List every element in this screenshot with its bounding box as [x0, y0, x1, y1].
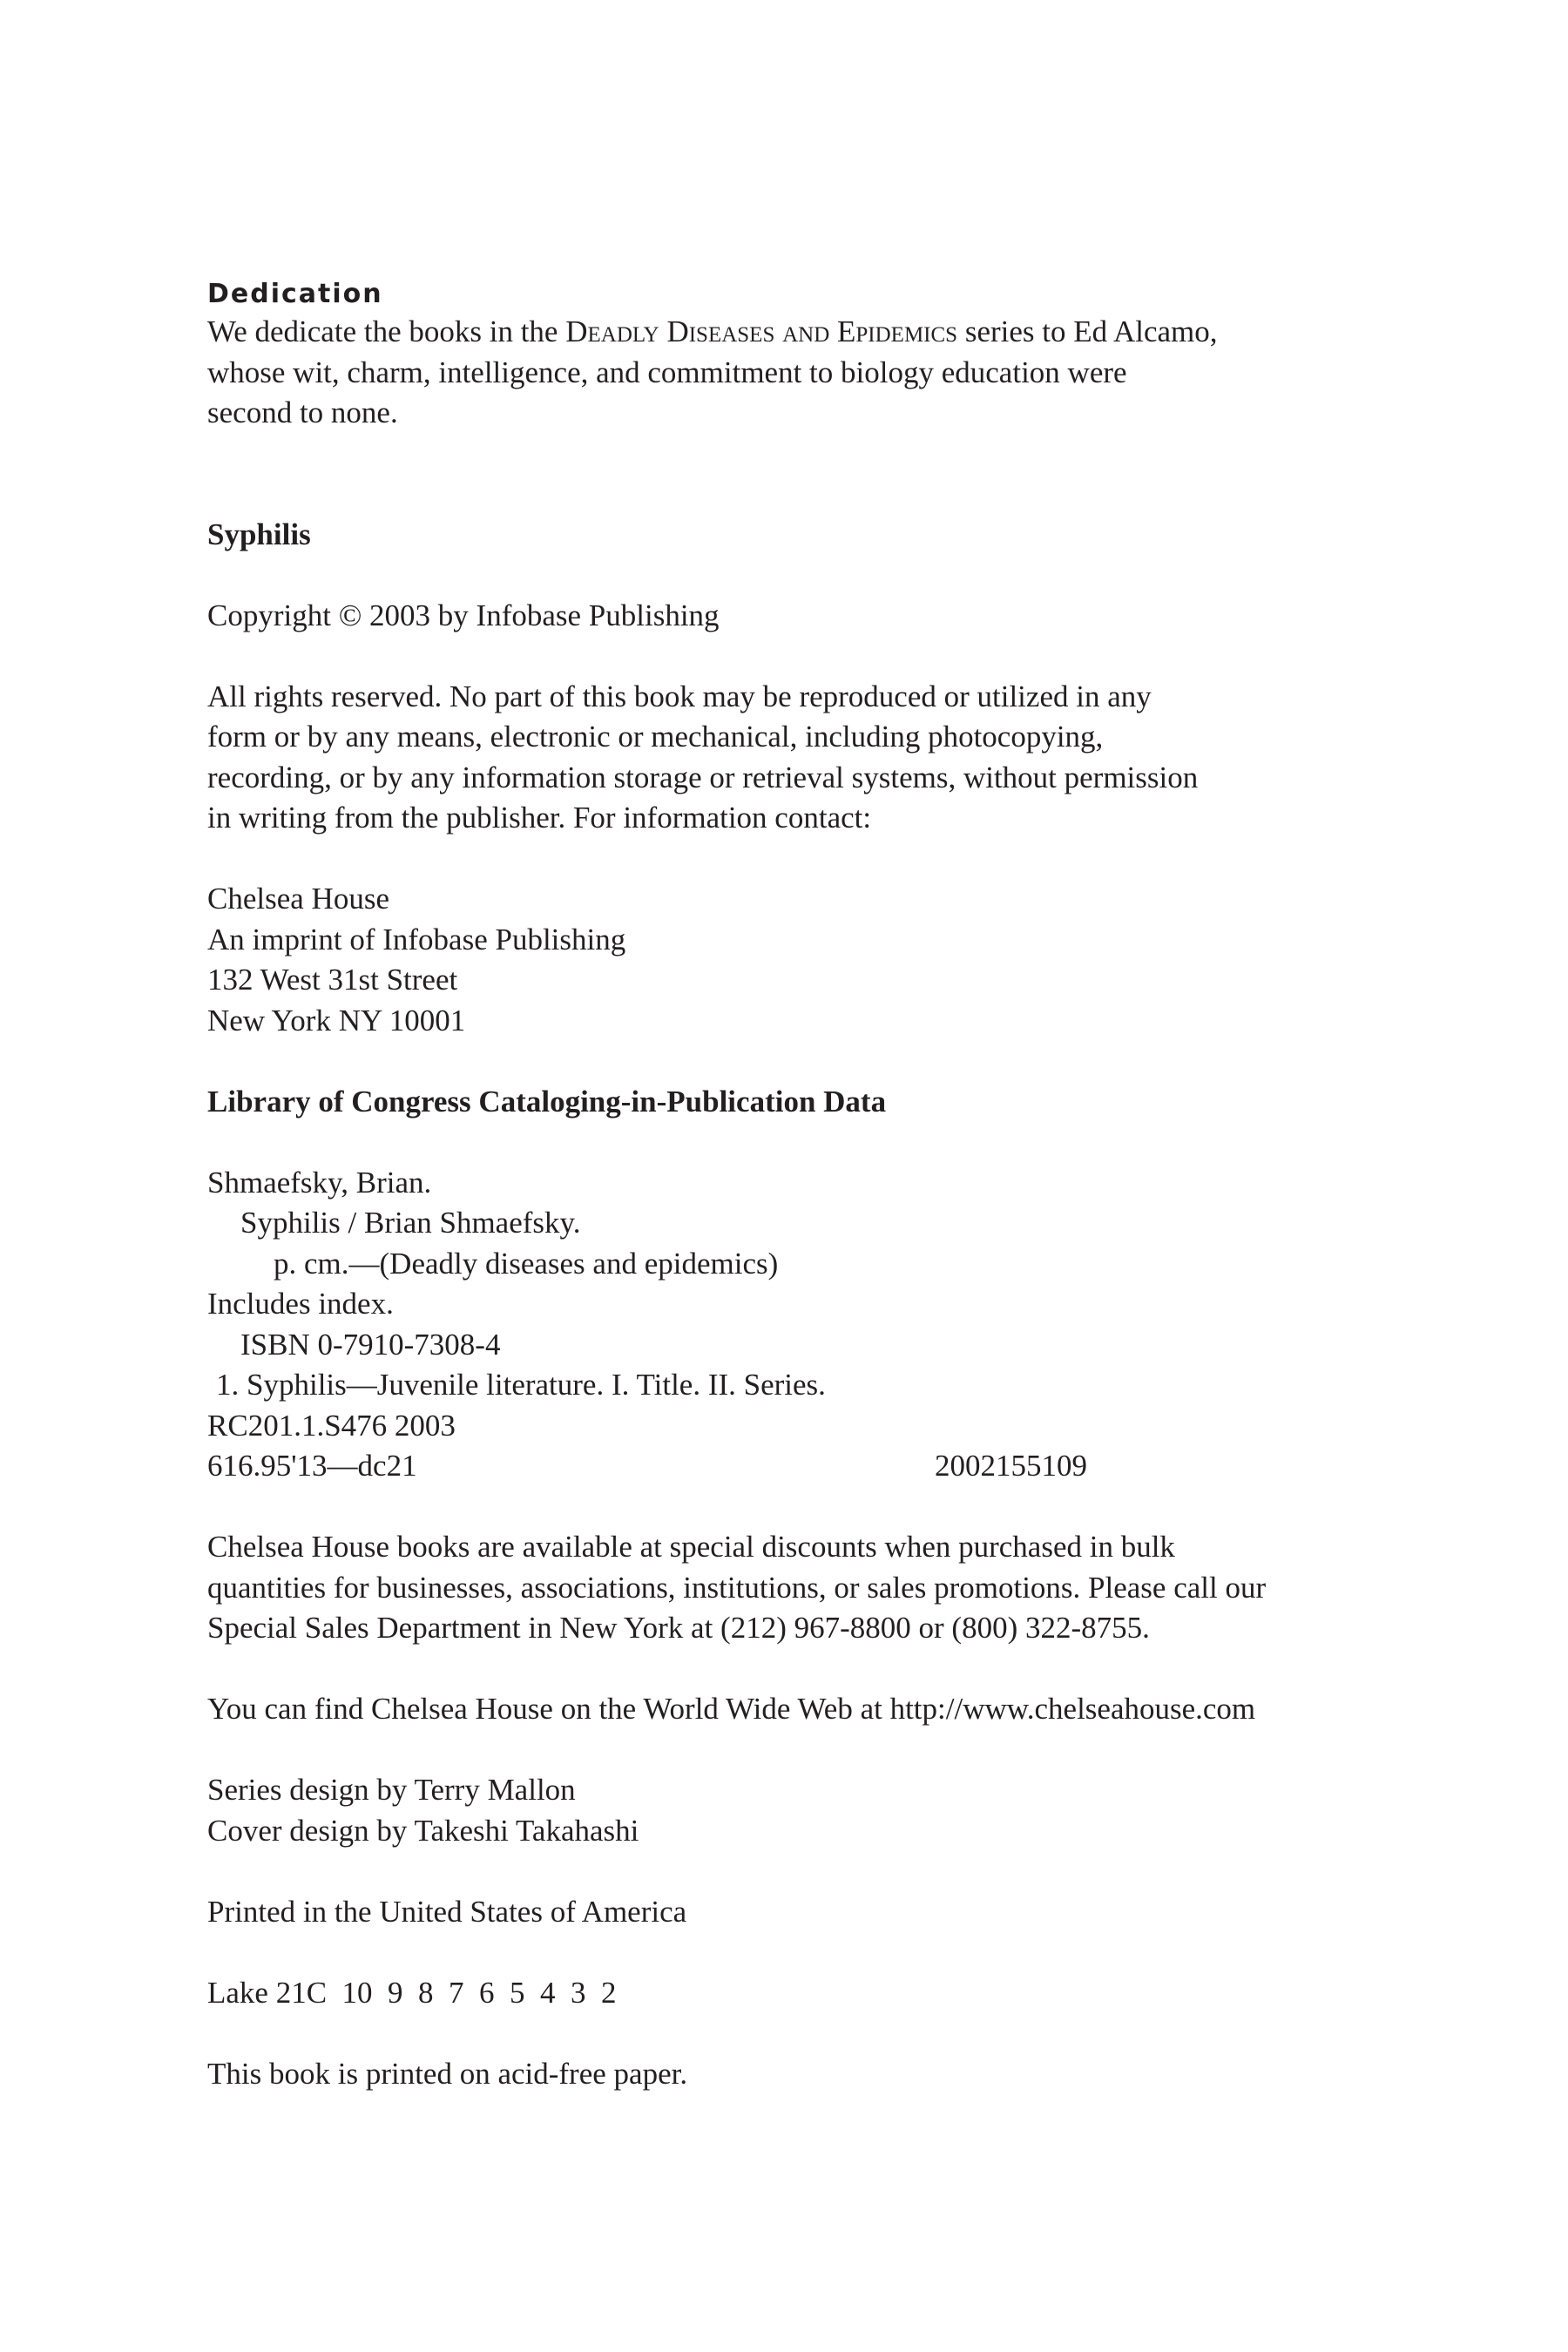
sales-paragraph — [207, 1527, 1392, 1649]
dedication-line-1 — [207, 312, 1392, 353]
sales-line: Chelsea House books are available at special discounts when purchased in bulk — [207, 1530, 1175, 1564]
address-line: New York NY 10001 — [207, 1003, 466, 1037]
cip-lccn: 2002155109 — [935, 1449, 1087, 1483]
copyright-page — [207, 277, 1392, 2094]
dedication-line-2: whose wit, charm, intelligence, and commitment to biology education were — [207, 355, 1127, 389]
rights-line: form or by any means, electronic or mechanical, including photocopying, — [207, 720, 1104, 754]
dedication-line-3: second to none. — [207, 395, 398, 429]
rights-line: All rights reserved. No part of this book may be reproduced or utilized in any — [207, 679, 1152, 713]
dedication-line-1-pre: We dedicate the books in the — [207, 314, 566, 348]
web-notice: You can find Chelsea House on the World Wide Web at http://www.chelseahouse.com — [207, 1692, 1256, 1726]
paper-notice: This book is printed on acid-free paper. — [207, 2056, 688, 2091]
cip-physical: p. cm.—(Deadly diseases and epidemics) — [274, 1246, 779, 1281]
address-line: 132 West 31st Street — [207, 963, 458, 997]
cip-lc-class: RC201.1.S476 2003 — [207, 1408, 456, 1443]
rights-paragraph — [207, 677, 1392, 839]
cip-author: Shmaefsky, Brian. — [207, 1165, 432, 1200]
cip-subjects: 1. Syphilis—Juvenile literature. I. Title. II. Series. — [216, 1368, 826, 1402]
copyright-notice: Copyright © 2003 by Infobase Publishing — [207, 598, 720, 632]
credit-line: Cover design by Takeshi Takahashi — [207, 1813, 639, 1848]
spacer — [207, 839, 1392, 880]
spacer — [207, 1730, 1392, 1771]
printing-line: Lake 21C 10 9 8 7 6 5 4 3 2 — [207, 1975, 617, 2010]
spacer — [207, 1041, 1392, 1082]
cip-block — [207, 1163, 1392, 1487]
spacer — [207, 1487, 1392, 1528]
series-name: Deadly Diseases and Epidemics — [565, 314, 958, 348]
spacer — [207, 434, 1392, 515]
spacer — [207, 555, 1392, 596]
sales-line: quantities for businesses, associations, institutions, or sales promotions. Please call our — [207, 1570, 1267, 1605]
book-title: Syphilis — [207, 517, 311, 551]
dedication-line-1-post: series to Ed Alcamo, — [957, 314, 1218, 348]
cip-includes: Includes index. — [207, 1287, 394, 1321]
design-credits — [207, 1770, 1392, 1851]
rights-line: recording, or by any information storage or retrieval systems, without permission — [207, 760, 1199, 794]
spacer — [207, 636, 1392, 677]
address-line: Chelsea House — [207, 882, 389, 916]
printed-in: Printed in the United States of America — [207, 1894, 687, 1929]
spacer — [207, 1122, 1392, 1163]
dedication-heading: Dedication — [207, 279, 383, 309]
spacer — [207, 2013, 1392, 2054]
sales-line: Special Sales Department in New York at (212) 967-8800 or (800) 322-8755. — [207, 1611, 1150, 1645]
cip-dewey: 616.95'13—dc21 — [207, 1449, 417, 1483]
rights-line: in writing from the publisher. For information contact: — [207, 801, 872, 835]
spacer — [207, 1851, 1392, 1892]
spacer — [207, 1932, 1392, 1973]
cip-title: Syphilis / Brian Shmaefsky. — [240, 1206, 581, 1240]
publisher-address — [207, 879, 1392, 1041]
cip-heading: Library of Congress Cataloging-in-Publication Data — [207, 1084, 887, 1119]
address-line: An imprint of Infobase Publishing — [207, 922, 626, 956]
cip-isbn: ISBN 0-7910-7308-4 — [240, 1327, 501, 1362]
spacer — [207, 1649, 1392, 1690]
cip-dewey-row — [207, 1446, 1087, 1487]
credit-line: Series design by Terry Mallon — [207, 1773, 576, 1807]
